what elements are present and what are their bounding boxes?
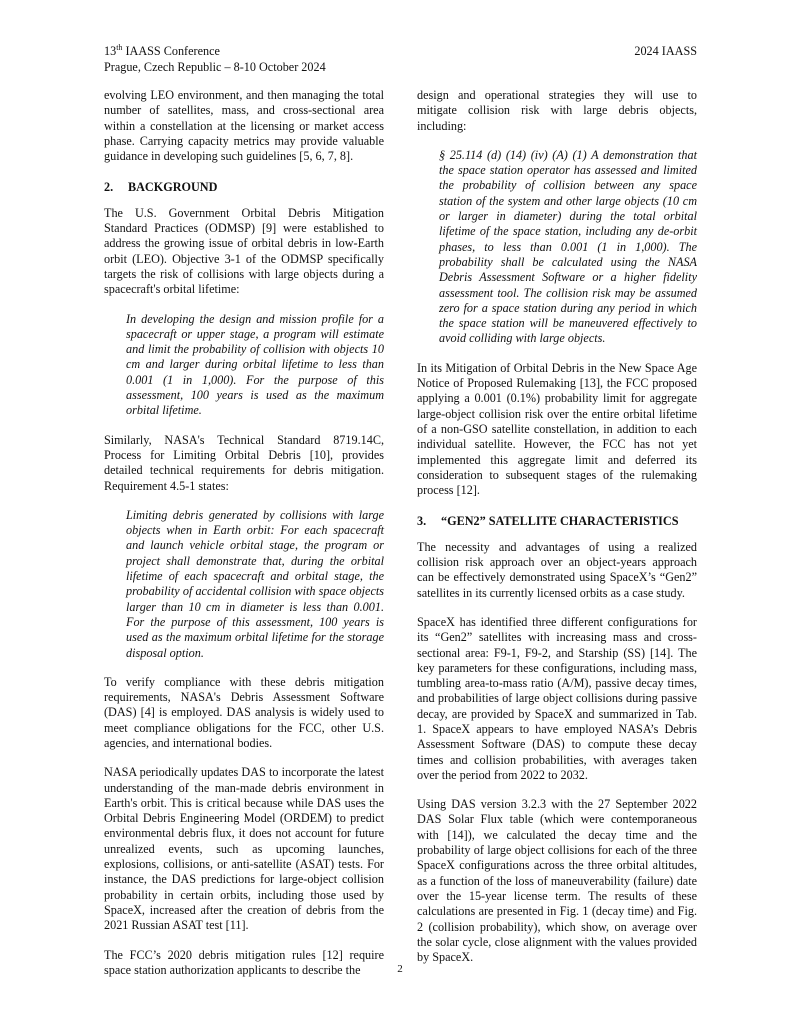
conference-location: Prague, Czech Republic – 8-10 October 2024 xyxy=(104,59,326,74)
paragraph-odmsp: The U.S. Government Orbital Debris Mitigation Standard Practices (ODMSP) [9] were established to address the growing issue of orbital debris in low-Earth orbit (LEO). Objective 3-1 of the ODMSP specifically targets the risk of collisions with large objects during a spacecraft's orbital lifetime: xyxy=(104,205,384,297)
page-number: 2 xyxy=(397,963,403,975)
section-heading-gen2: 3. “GEN2” SATELLITE CHARACTERISTICS xyxy=(417,514,679,529)
paragraph-nprm: In its Mitigation of Orbital Debris in the New Space Age Notice of Proposed Rulemaking [13], the FCC proposed applying a 0.001 (0.1%) probability limit for aggregate large-object collision risk over the entire orbital lifetime of a non-GSO satellite constellation, in addition to each individual satellite. However, the FCC has not yet implemented this aggregate limit and deferred its consideration to subsequent stages of the rulemaking process [12]. xyxy=(417,360,697,498)
conference-line: 13th IAASS Conference xyxy=(104,42,220,58)
quote-odmsp: In developing the design and mission profile for a spacecraft or upper stage, a program will estimate and limit the probability of collision with objects 10 cm and larger during orbital lifetime to less than 0.001 (1 in 1,000). For the purpose of this assessment, 100 years is used as the maximum orbital lifetime. xyxy=(126,311,384,418)
paragraph-intro: evolving LEO environment, and then managing the total number of satellites, mass, and cross-sectional area within a constellation at the licensing or market access phase. Carrying capacity metrics may provide valuable guidance in developing such guidelines [5, 6, 7, 8]. xyxy=(104,88,384,164)
paragraph-spacex-configs: SpaceX has identified three different configurations for its “Gen2” satellites with increasing mass and cross-sectional area: F9-1, F9-2, and Starship (SS) [14]. The key parameters for these configurations, including mass, tumbling area-to-mass ratio (A/M), passive decay times, and probabilities of large object collisions during passive decay, are provided by SpaceX and summarized in Tab. 1. SpaceX appears to have employed NASA’s Debris Assessment Software (DAS) to compute these decay times and collision probabilities, with averages taken over the period from 2022 to 2032. xyxy=(417,614,697,782)
section-heading-background: 2. BACKGROUND xyxy=(104,180,218,195)
quote-nasa-requirement: Limiting debris generated by collisions with large objects when in Earth orbit: For each spacecraft and launch vehicle orbital stage, the program or project shall demonstrate that, during the orbital lifetime of each spacecraft and orbital stage, the probability of accidental collision with space objects larger than 10 cm in diameter is less than 0.001. For the purpose of this assessment, 100 years is used as the maximum orbital lifetime for the storage disposal option. xyxy=(126,507,384,660)
right-column xyxy=(417,88,697,979)
paragraph-continuation: design and operational strategies they will use to mitigate collision risk with large debris objects, including: xyxy=(417,88,697,133)
paragraph-nasa-standard: Similarly, NASA's Technical Standard 8719.14C, Process for Limiting Orbital Debris [10], provides detailed technical requirements for debris mitigation. Requirement 4.5-1 states: xyxy=(104,432,384,493)
paragraph-das-version: Using DAS version 3.2.3 with the 27 September 2022 DAS Solar Flux table (which were contemporaneous with [14]), we calculated the decay time and the probability of large object collisions for each of the three SpaceX configurations across the three orbital altitudes, as a function of the loss of maneuverability (failure) date over the 15-year license term. The results of these calculations are presented in Fig. 1 (decay time) and Fig. 2 (collision probability), which show, on average over the solar cycle, close alignment with the values provided by SpaceX. xyxy=(417,797,697,965)
running-header-left xyxy=(104,44,326,75)
paragraph-das-update: NASA periodically updates DAS to incorporate the latest understanding of the man-made debris environment in Earth's orbit. This is critical because while DAS uses the Orbital Debris Engineering Model (ORDEM) to predict environmental debris flux, it does not account for future unrealized events, such as upcoming launches, explosions, collisions, or anti-satellite (ASAT) tests. For instance, the DAS predictions for large-object collision probability in certain orbits, including those used by SpaceX, increased after the creation of debris from the 2021 Russian ASAT test [11]. xyxy=(104,765,384,933)
running-header-right: 2024 IAASS xyxy=(634,44,697,58)
paragraph-necessity: The necessity and advantages of using a realized collision risk approach over an object-years approach can be effectively demonstrated using SpaceX’s “Gen2” satellites in its currently licensed orbits as a case study. xyxy=(417,539,697,600)
left-column xyxy=(104,88,384,992)
quote-fcc-rule: § 25.114 (d) (14) (iv) (A) (1) A demonstration that the space station operator has assessed and limited the probability of collision between any space station of the system and other large objects (10 cm or larger in diameter) during the total orbital lifetime of the space station, including any de-orbit phases, to less than 0.001 (1 in 1,000). The probability shall be calculated using the NASA Debris Assessment Software or a higher fidelity assessment tool. The collision risk may be assumed zero for a space station during any period in which the space station will be maneuvered effectively to avoid colliding with large objects. xyxy=(439,147,697,346)
paragraph-das: To verify compliance with these debris mitigation requirements, NASA's Debris Assessment Software (DAS) [4] is employed. DAS analysis is widely used to meet compliance obligations for the FCC, other U.S. agencies, and international bodies. xyxy=(104,674,384,750)
paragraph-fcc-rules: The FCC’s 2020 debris mitigation rules [12] require space station authorization applicants to describe the xyxy=(104,947,384,977)
